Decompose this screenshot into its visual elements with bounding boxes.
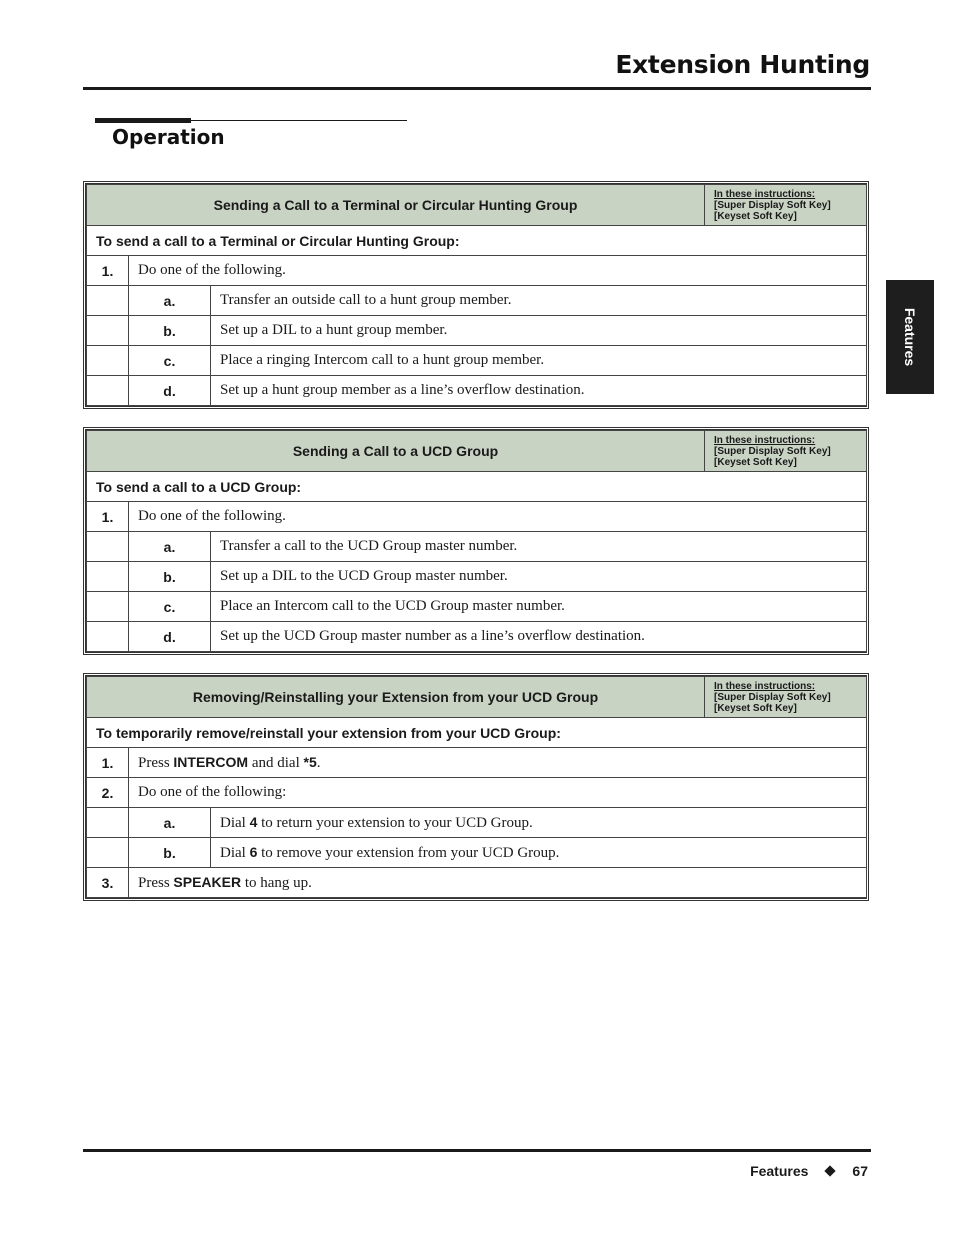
- note-line: [Super Display Soft Key]: [714, 445, 831, 457]
- instructions-note: [705, 677, 867, 718]
- step-text: Do one of the following.: [129, 256, 867, 286]
- substep-letter: a.: [129, 808, 211, 838]
- note-line: [Keyset Soft Key]: [714, 702, 797, 714]
- substep-row: [87, 622, 867, 652]
- substep-row: [87, 808, 867, 838]
- substep-letter: d.: [129, 376, 211, 406]
- table-title: Removing/Reinstalling your Extension from your UCD Group: [87, 677, 705, 718]
- substep-row: [87, 562, 867, 592]
- page-number: 67: [852, 1163, 868, 1179]
- substep-row: [87, 376, 867, 406]
- table-title: Sending a Call to a Terminal or Circular Hunting Group: [87, 185, 705, 226]
- substep-text: Place an Intercom call to the UCD Group master number.: [211, 592, 867, 622]
- step-row: [87, 502, 867, 532]
- step-number: 2.: [87, 778, 129, 808]
- note-line: [Super Display Soft Key]: [714, 199, 831, 211]
- operation-table-2: [83, 427, 869, 655]
- dial-digit: 6: [249, 843, 258, 860]
- substep-text: Set up a hunt group member as a line’s overflow destination.: [211, 376, 867, 406]
- operation-table-3: [83, 673, 869, 901]
- table-intro: To send a call to a UCD Group:: [87, 472, 867, 502]
- side-tab-features: [886, 280, 934, 394]
- substep-text: Place a ringing Intercom call to a hunt group member.: [211, 346, 867, 376]
- key-speaker: SPEAKER: [173, 873, 242, 890]
- note-line: [Keyset Soft Key]: [714, 456, 797, 468]
- substep-letter: a.: [129, 532, 211, 562]
- diamond-icon: [825, 1165, 836, 1176]
- instructions-note: [705, 431, 867, 472]
- note-line: In these instructions:: [714, 680, 816, 692]
- substep-letter: b.: [129, 316, 211, 346]
- dial-code: *5: [303, 753, 317, 770]
- footer-rule: [83, 1149, 871, 1152]
- substep-letter: a.: [129, 286, 211, 316]
- table-intro: To temporarily remove/reinstall your extension from your UCD Group:: [87, 718, 867, 748]
- page-footer: [750, 1163, 868, 1179]
- note-line: [Keyset Soft Key]: [714, 210, 797, 222]
- substep-row: [87, 346, 867, 376]
- substep-text: Set up a DIL to a hunt group member.: [211, 316, 867, 346]
- step-row: [87, 256, 867, 286]
- step-number: 3.: [87, 868, 129, 898]
- footer-section: Features: [750, 1163, 809, 1179]
- step-text: Press SPEAKER to hang up.: [129, 868, 867, 898]
- key-intercom: INTERCOM: [173, 753, 249, 770]
- step-text: Do one of the following:: [129, 778, 867, 808]
- substep-text: Dial 6 to remove your extension from your UCD Group.: [211, 838, 867, 868]
- note-line: In these instructions:: [714, 434, 816, 446]
- page-title: Extension Hunting: [615, 50, 870, 79]
- substep-letter: b.: [129, 838, 211, 868]
- substep-row: [87, 838, 867, 868]
- substep-letter: d.: [129, 622, 211, 652]
- note-line: In these instructions:: [714, 188, 816, 200]
- instructions-note: [705, 185, 867, 226]
- step-row: [87, 748, 867, 778]
- side-tab-label: Features: [902, 307, 918, 367]
- substep-letter: b.: [129, 562, 211, 592]
- substep-text: Set up a DIL to the UCD Group master number.: [211, 562, 867, 592]
- substep-letter: c.: [129, 592, 211, 622]
- substep-text: Set up the UCD Group master number as a line’s overflow destination.: [211, 622, 867, 652]
- table-intro: To send a call to a Terminal or Circular Hunting Group:: [87, 226, 867, 256]
- section-rule-thin: [95, 120, 407, 121]
- substep-text: Dial 4 to return your extension to your UCD Group.: [211, 808, 867, 838]
- substep-text: Transfer a call to the UCD Group master number.: [211, 532, 867, 562]
- substep-row: [87, 592, 867, 622]
- step-text: Do one of the following.: [129, 502, 867, 532]
- substep-letter: c.: [129, 346, 211, 376]
- substep-row: [87, 286, 867, 316]
- step-row: [87, 778, 867, 808]
- step-number: 1.: [87, 502, 129, 532]
- substep-row: [87, 316, 867, 346]
- step-number: 1.: [87, 256, 129, 286]
- substep-row: [87, 532, 867, 562]
- title-rule: [83, 87, 871, 90]
- step-text: Press INTERCOM and dial *5.: [129, 748, 867, 778]
- step-row: [87, 868, 867, 898]
- note-line: [Super Display Soft Key]: [714, 691, 831, 703]
- substep-text: Transfer an outside call to a hunt group member.: [211, 286, 867, 316]
- table-title: Sending a Call to a UCD Group: [87, 431, 705, 472]
- step-number: 1.: [87, 748, 129, 778]
- section-heading: Operation: [112, 125, 225, 149]
- operation-table-1: [83, 181, 869, 409]
- dial-digit: 4: [249, 813, 258, 830]
